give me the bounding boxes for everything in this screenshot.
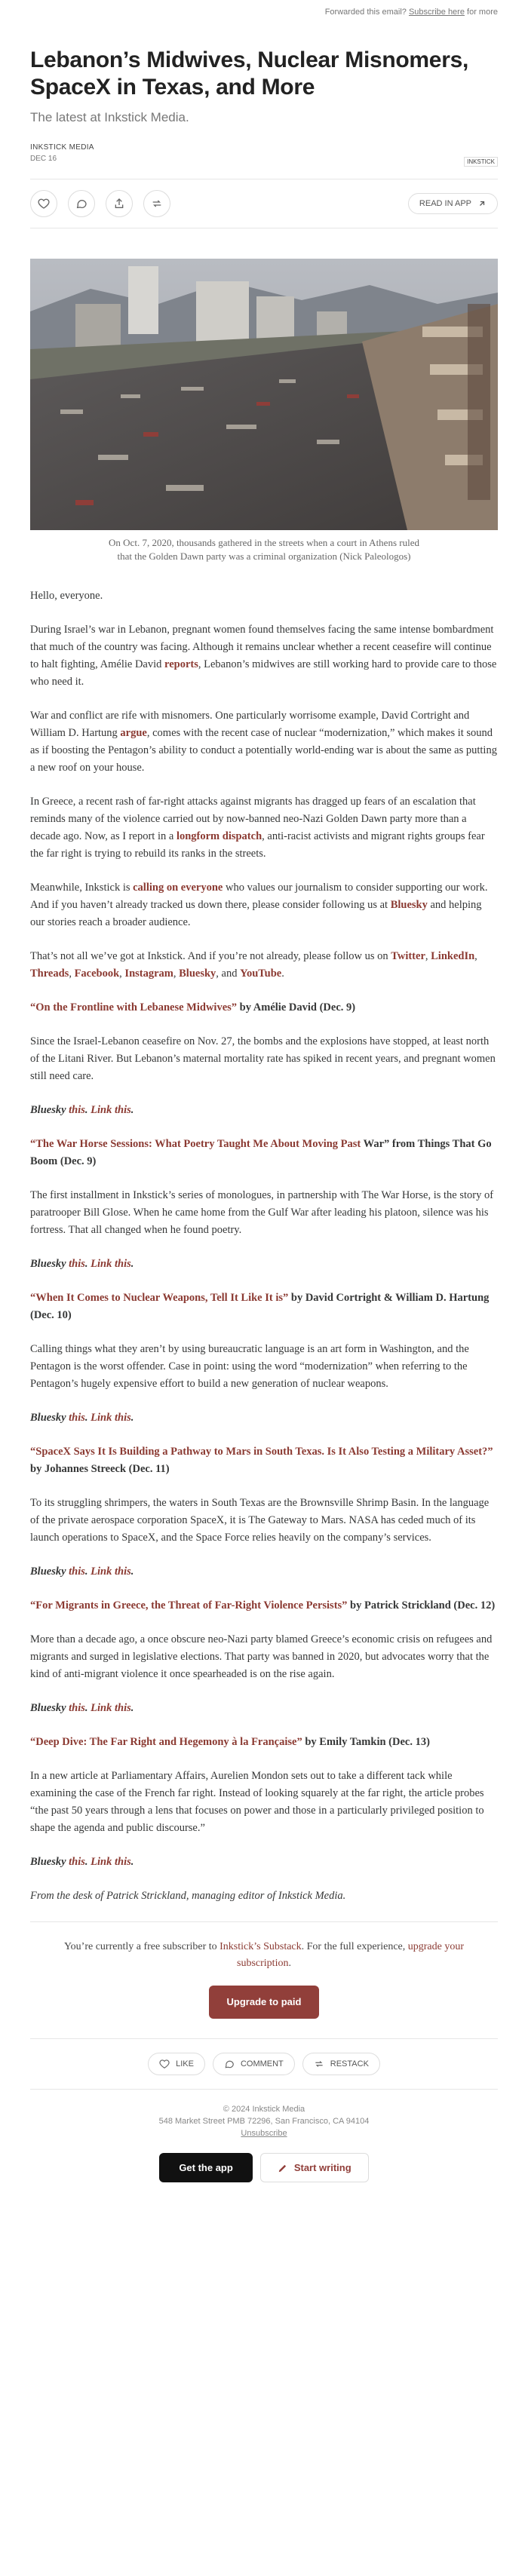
article-summary: In a new article at Parliamentary Affairs, Aurelien Mondon sets out to take a different tack while examining the case of the French far right. Instead of looking squarely at the far right, the article probes “the past 50 years through a lens that focuses on power and those in a particularly privileged position to shape the agenda and public discourse.”: [30, 1770, 484, 1834]
pen-icon: [278, 2163, 288, 2173]
article-heading: “The War Horse Sessions: What Poetry Taught Me About Moving Past War” from Things That Go Boom (Dec. 9): [30, 1138, 492, 1167]
article-heading: “SpaceX Says It Is Building a Pathway to Mars in South Texas. Is It Also Testing a Military Asset?” by Johannes Streeck (Dec. 11): [30, 1446, 493, 1475]
read-in-app-button[interactable]: [408, 193, 498, 214]
share-line: Bluesky this. Link this.: [30, 1412, 134, 1424]
article-heading: “On the Frontline with Lebanese Midwives” by Amélie David (Dec. 9): [30, 1001, 356, 1014]
comment-pill-button[interactable]: [213, 2053, 295, 2075]
greeting: Hello, everyone.: [30, 590, 103, 602]
bluesky-social-link[interactable]: Bluesky: [179, 968, 216, 980]
reaction-bar: [30, 2039, 498, 2089]
bluesky-share-link[interactable]: this: [69, 1702, 85, 1714]
comment-icon: [75, 198, 87, 210]
copy-link-share[interactable]: Link: [91, 1702, 112, 1714]
article-heading: “When It Comes to Nuclear Weapons, Tell It Like It is” by David Cortright & William D. Hartung (Dec. 10): [30, 1292, 490, 1321]
article-title-link[interactable]: “The War Horse Sessions: What Poetry Taught Me About Moving Past: [30, 1138, 361, 1150]
restack-icon: [151, 198, 163, 210]
intro-paragraph-4: Meanwhile, Inkstick is calling on everyone who values our journalism to consider supporting our work. And if you haven’t already tracked us down there, please consider following us at Bluesky and helping our stories reach a broader audience.: [30, 882, 488, 928]
link-this[interactable]: this: [112, 1702, 131, 1714]
address: 548 Market Street PMB 72296, San Francisco, CA 94104: [158, 2117, 370, 2126]
protest-crowd-image: [30, 259, 498, 530]
footer: [30, 2090, 498, 2139]
argue-link[interactable]: argue: [120, 727, 147, 739]
share-line: Bluesky this. Link this.: [30, 1566, 134, 1578]
article-summary: Calling things what they aren’t by using bureaucratic language is an art form in Washington, and the Pentagon is the worst offender. Case in point: using the word “modernization” when referring to the Pentagon’s hugely expensive effort to build a new generation of nuclear weapons.: [30, 1343, 469, 1390]
bluesky-share-link[interactable]: this: [69, 1412, 85, 1424]
substack-link[interactable]: Inkstick’s Substack: [219, 1941, 302, 1952]
post-subtitle: The latest at Inkstick Media.: [30, 110, 189, 124]
reports-link[interactable]: reports: [164, 658, 198, 670]
article-title-link[interactable]: “SpaceX Says It Is Building a Pathway to Mars in South Texas. Is It Also Testing a Military Asset?”: [30, 1446, 493, 1458]
article-summary: The first installment in Inkstick’s series of monologues, in partnership with The War Horse, is the story of paratrooper Bill Glose. When he came home from the Gulf War after leading his platoon, silence was his fortress. That all changed when he found poetry.: [30, 1189, 494, 1236]
like-button[interactable]: [30, 190, 57, 217]
instagram-link[interactable]: Instagram: [124, 968, 173, 980]
calling-on-everyone-link[interactable]: calling on everyone: [133, 882, 223, 894]
link-this[interactable]: this: [112, 1104, 131, 1116]
post-title[interactable]: Lebanon’s Midwives, Nuclear Misnomers, SpaceX in Texas, and More: [30, 48, 468, 100]
copy-link-share[interactable]: Link: [91, 1412, 112, 1424]
copy-link-share[interactable]: Link: [91, 1258, 112, 1270]
arrow-up-right-icon: [477, 199, 487, 208]
intro-paragraph-1: During Israel’s war in Lebanon, pregnant women found themselves facing the same intense bombardment that much of the country was facing. Although it remains unclear whether a recent ceasefire will continue to halt fighting, Amélie David reports, Lebanon’s midwives are still working hard to provide care to those who need it.: [30, 624, 497, 688]
subscription-notice: You’re currently a free subscriber to Inkstick’s Substack. For the full experience, upgrade your subscription. Upgrade to paid: [30, 1922, 498, 2019]
publication-badge: INKSTICK: [464, 157, 498, 167]
article-summary: To its struggling shrimpers, the waters in South Texas are the Brownsville Shrimp Basin. In the language of the private aerospace corporation SpaceX, it is The Gateway to Mars. NASA has ceded much of its launch operations to SpaceX, and the Space Force relies heavily on the company’s services.: [30, 1497, 490, 1544]
copy-link-share[interactable]: Link: [91, 1104, 112, 1116]
restack-pill-button[interactable]: [302, 2053, 380, 2075]
publication-name[interactable]: INKSTICK MEDIA: [30, 143, 94, 152]
start-writing-button[interactable]: [260, 2153, 369, 2182]
share-line: Bluesky this. Link this.: [30, 1258, 134, 1270]
subscribe-link[interactable]: Subscribe here: [408, 8, 465, 17]
comment-button[interactable]: [68, 190, 95, 217]
link-this[interactable]: this: [112, 1566, 131, 1578]
unsubscribe-link[interactable]: Unsubscribe: [241, 2129, 287, 2138]
forward-suffix: for more: [467, 8, 498, 17]
upgrade-subscription-link[interactable]: upgrade your subscription: [237, 1941, 465, 1969]
link-this[interactable]: this: [112, 1856, 131, 1868]
article-summary: Since the Israel-Lebanon ceasefire on Nov. 27, the bombs and the explosions have stopped, at least north of the Litani River. But Lebanon’s maternal mortality rate has spiked in recent years, and pregnant women still need care.: [30, 1035, 496, 1082]
copyright: © 2024 Inkstick Media: [223, 2105, 305, 2114]
share-line: Bluesky this. Link this.: [30, 1104, 134, 1116]
like-label: LIKE: [176, 2059, 194, 2068]
link-this[interactable]: this: [112, 1412, 131, 1424]
twitter-link[interactable]: Twitter: [391, 950, 425, 962]
heart-icon: [38, 198, 50, 210]
like-pill-button[interactable]: [148, 2053, 205, 2075]
share-line: Bluesky this. Link this.: [30, 1856, 134, 1868]
share-button[interactable]: [106, 190, 133, 217]
article-title-link[interactable]: “For Migrants in Greece, the Threat of Far-Right Violence Persists”: [30, 1599, 348, 1612]
article-heading: “Deep Dive: The Far Right and Hegemony à la Française” by Emily Tamkin (Dec. 13): [30, 1736, 430, 1748]
start-writing-label: Start writing: [293, 2162, 351, 2173]
read-in-app-label: READ IN APP: [419, 199, 471, 208]
app-buttons: [30, 2153, 498, 2182]
intro-paragraph-5: That’s not all we’ve got at Inkstick. And if you’re not already, please follow us on Twitter, LinkedIn, Threads, Facebook, Instagram, Bluesky, and YouTube.: [30, 950, 477, 980]
facebook-link[interactable]: Facebook: [74, 968, 120, 980]
get-app-button[interactable]: Get the app: [159, 2153, 253, 2182]
bluesky-share-link[interactable]: this: [69, 1566, 85, 1578]
restack-label: RESTACK: [330, 2059, 369, 2068]
post-date: DEC 16: [30, 155, 57, 163]
threads-link[interactable]: Threads: [30, 968, 69, 980]
restack-button[interactable]: [143, 190, 170, 217]
youtube-link[interactable]: YouTube: [240, 968, 282, 980]
longform-dispatch-link[interactable]: longform dispatch: [176, 830, 262, 842]
comment-icon: [224, 2059, 235, 2069]
bluesky-share-link[interactable]: this: [69, 1856, 85, 1868]
article-summary: More than a decade ago, a once obscure neo-Nazi party blamed Greece’s economic crisis on refugees and migrants and surged in legislative elections. That party was banned in 2020, but advocates worry that the kind of anti-migrant violence it once spearheaded is on the rise again.: [30, 1633, 493, 1680]
post-meta: [30, 143, 498, 167]
article-photo[interactable]: [30, 259, 498, 530]
intro-paragraph-3: In Greece, a recent rash of far-right attacks against migrants has dragged up fears of an escalation that reminds many of the violence carried out by now-banned neo-Nazi Golden Dawn party more than a decade ago. Now, as I report in a longform dispatch, anti-racist activists and migrant rights groups fear the far right is trying to rebuild its ranks in the streets.: [30, 796, 485, 860]
share-icon: [113, 198, 125, 210]
upgrade-to-paid-button[interactable]: Upgrade to paid: [209, 1986, 320, 2019]
signoff: From the desk of Patrick Strickland, managing editor of Inkstick Media.: [30, 1890, 346, 1902]
copy-link-share[interactable]: Link: [91, 1856, 112, 1868]
article-title-link[interactable]: “On the Frontline with Lebanese Midwives”: [30, 1001, 238, 1014]
action-bar: [30, 179, 498, 228]
heart-icon: [159, 2059, 170, 2069]
comment-label: COMMENT: [240, 2059, 284, 2068]
share-line: Bluesky this. Link this.: [30, 1702, 134, 1714]
bluesky-share-link[interactable]: this: [69, 1258, 85, 1270]
copy-link-share[interactable]: Link: [91, 1566, 112, 1578]
article-title-link[interactable]: “When It Comes to Nuclear Weapons, Tell It Like It is”: [30, 1292, 289, 1304]
restack-icon: [314, 2059, 324, 2069]
article-heading: “For Migrants in Greece, the Threat of Far-Right Violence Persists” by Patrick Strickland (Dec. 12): [30, 1599, 496, 1612]
forward-line: [30, 0, 498, 21]
bluesky-share-link[interactable]: this: [69, 1104, 85, 1116]
link-this[interactable]: this: [112, 1258, 131, 1270]
forward-text: Forwarded this email?: [324, 8, 407, 17]
bluesky-link[interactable]: Bluesky: [390, 899, 428, 911]
intro-paragraph-2: War and conflict are rife with misnomers. One particularly worrisome example, David Cortright and William D. Hartung argue, comes with the recent case of nuclear “modernization,” which makes it sound as if boosting the Pentagon’s ability to conduct a potentially world-ending war is about the same as putting a new roof on your house.: [30, 710, 497, 774]
article-title-link[interactable]: “Deep Dive: The Far Right and Hegemony à la Française”: [30, 1736, 302, 1748]
linkedin-link[interactable]: LinkedIn: [431, 950, 475, 962]
photo-caption: On Oct. 7, 2020, thousands gathered in the streets when a court in Athens ruled that the Golden Dawn party was a criminal organization (Nick Paleologos): [109, 537, 419, 562]
post-body: [30, 587, 498, 1905]
